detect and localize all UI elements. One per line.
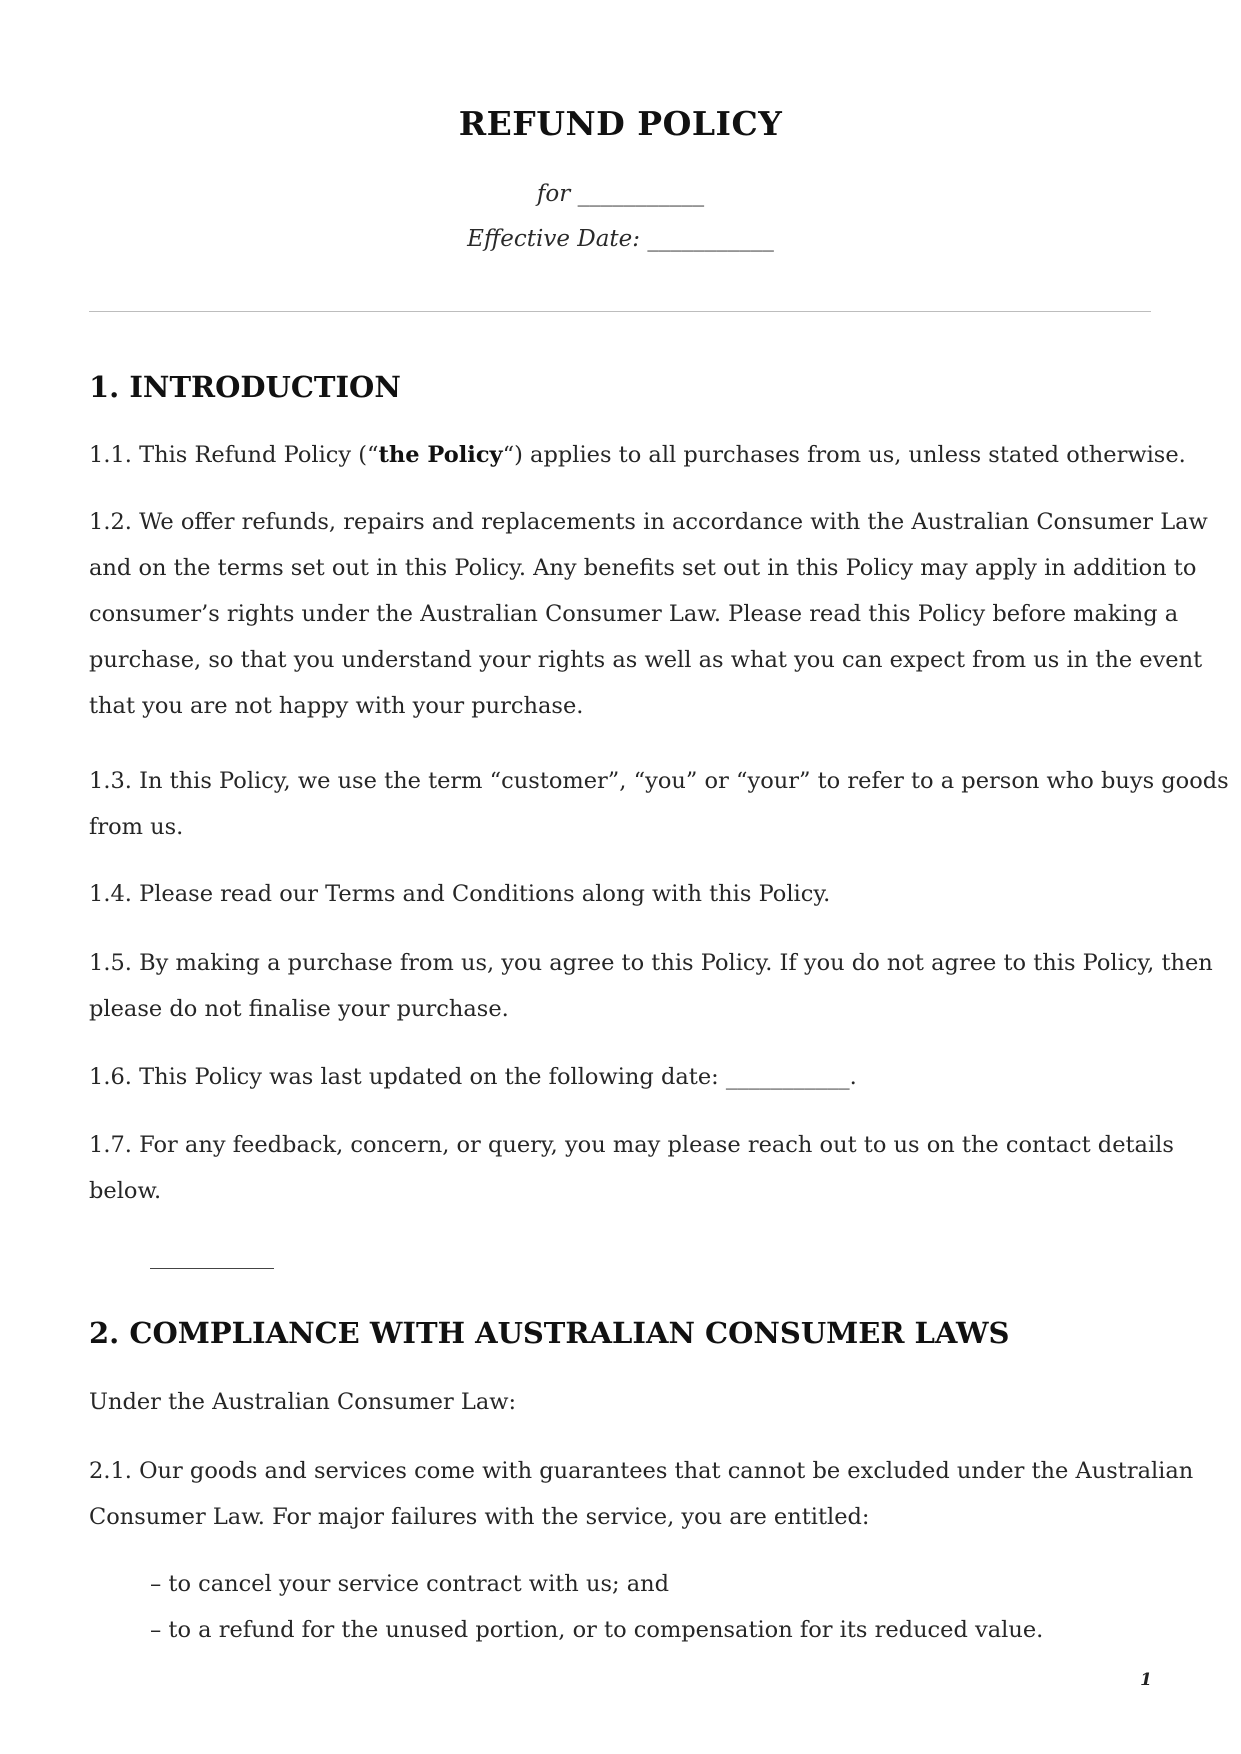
page-number: 1 xyxy=(1140,1670,1152,1690)
clause-1-6 xyxy=(89,1054,1149,1100)
clause-line: 1.7. For any feedback, concern, or query, you may please reach out to us on the contact details xyxy=(89,1132,1174,1158)
clause-line: 1.5. By making a purchase from us, you agree to this Policy. If you do not agree to this Policy, then xyxy=(89,950,1213,976)
clause-line: that you are not happy with your purchase. xyxy=(89,693,584,719)
clause-line: 1.4. Please read our Terms and Conditions along with this Policy. xyxy=(89,881,831,907)
clause-line: 1.3. In this Policy, we use the term “customer”, “you” or “your” to refer to a person who buys goods xyxy=(89,768,1229,794)
clause-line: 1.6. This Policy was last updated on the following date: ___________. xyxy=(89,1064,857,1090)
clause-1-1 xyxy=(89,432,1186,478)
for-line: for ___________ xyxy=(536,181,705,207)
section-1-heading: 1. INTRODUCTION xyxy=(89,370,401,404)
section-2-intro xyxy=(89,1379,1149,1425)
document-title: REFUND POLICY xyxy=(458,104,783,143)
clause-line: Under the Australian Consumer Law: xyxy=(89,1389,517,1415)
clause-2-1 xyxy=(89,1448,1194,1540)
clause-1-1-defined-term: the Policy xyxy=(378,442,503,468)
section-separator xyxy=(150,1268,274,1269)
clause-line: and on the terms set out in this Policy. Any benefits set out in this Policy may apply in addition to xyxy=(89,555,1197,581)
list-item: – to a refund for the unused portion, or to compensation for its reduced value. xyxy=(150,1617,1044,1643)
clause-line: from us. xyxy=(89,814,184,840)
clause-1-5 xyxy=(89,940,1213,1032)
clause-line: please do not finalise your purchase. xyxy=(89,996,509,1022)
clause-line: 2.1. Our goods and services come with guarantees that cannot be excluded under the Australian xyxy=(89,1458,1194,1484)
effective-date-line: Effective Date: ___________ xyxy=(467,226,774,252)
clause-1-3 xyxy=(89,758,1229,850)
clause-1-2 xyxy=(89,499,1208,729)
clause-1-4 xyxy=(89,871,1149,917)
clause-line: consumer’s rights under the Australian Consumer Law. Please read this Policy before making a xyxy=(89,601,1179,627)
clause-1-7 xyxy=(89,1122,1174,1214)
clause-1-1-post: “) applies to all purchases from us, unless stated otherwise. xyxy=(502,442,1186,468)
clause-1-1-pre: 1.1. This Refund Policy (“ xyxy=(89,442,379,468)
clause-line: below. xyxy=(89,1178,162,1204)
clause-line: Consumer Law. For major failures with the service, you are entitled: xyxy=(89,1504,870,1530)
header-divider xyxy=(89,311,1151,312)
clause-line: purchase, so that you understand your rights as well as what you can expect from us in the event xyxy=(89,647,1203,673)
list-item: – to cancel your service contract with us; and xyxy=(150,1571,670,1597)
clause-line: 1.2. We offer refunds, repairs and replacements in accordance with the Australian Consumer Law xyxy=(89,509,1208,535)
section-2-heading: 2. COMPLIANCE WITH AUSTRALIAN CONSUMER LAWS xyxy=(89,1316,1010,1350)
